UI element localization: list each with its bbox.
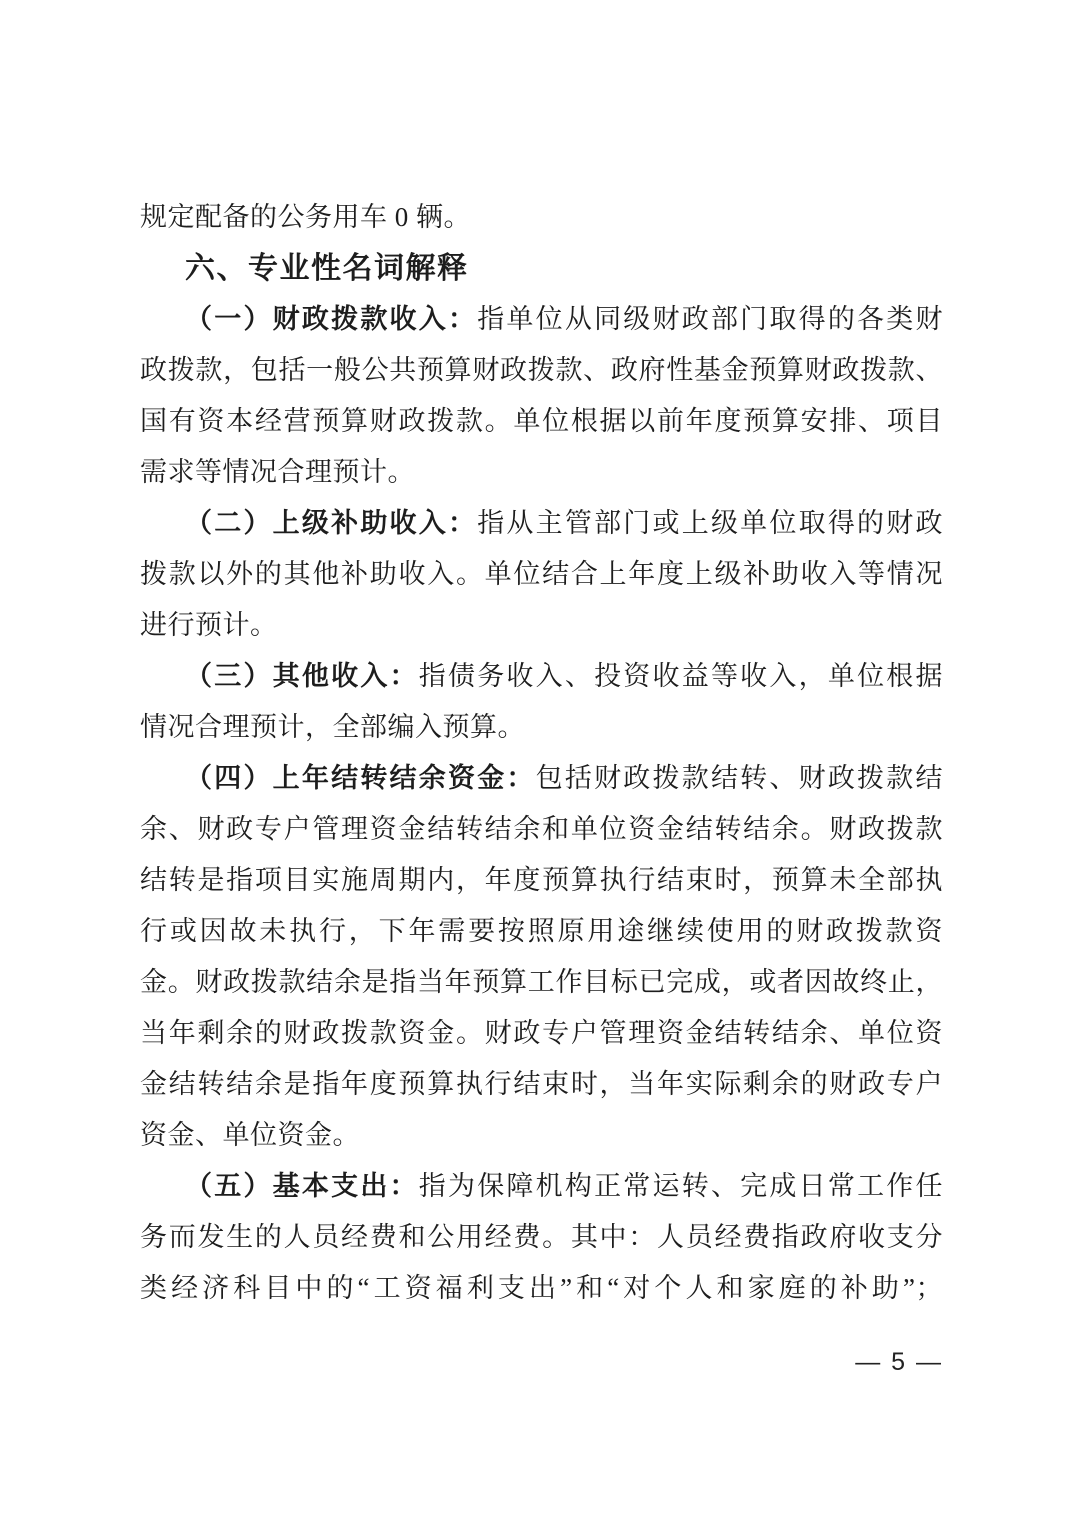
- definition-line: [140, 498, 943, 549]
- text-segment: 指为保障机构正常运转、完成日常工作任: [418, 1171, 944, 1201]
- text-segment: 进行预计。: [140, 610, 278, 640]
- text-segment: 当年剩余的财政拨款资金。财政专户管理资金结转结余、单位资: [140, 1018, 943, 1048]
- definition-line: [140, 957, 943, 1008]
- definition-line: [140, 753, 943, 804]
- document-body: [140, 192, 943, 1314]
- text-segment: 资金、单位资金。: [140, 1120, 360, 1150]
- text-segment: 指债务收入、投资收益等收入，单位根据: [418, 661, 944, 691]
- definition-line: [140, 600, 943, 651]
- definition-line: [140, 1161, 943, 1212]
- text-segment: 情况合理预计，全部编入预算。: [140, 712, 525, 742]
- definition-line: [140, 651, 943, 702]
- text-segment: 需求等情况合理预计。: [140, 457, 415, 487]
- definition-line: [140, 447, 943, 498]
- text-segment: 金。财政拨款结余是指当年预算工作目标已完成，或者因故终止，: [140, 967, 943, 997]
- text-segment: 拨款以外的其他补助收入。单位结合上年度上级补助收入等情况: [140, 559, 943, 589]
- text-segment: 规定配备的公务用车 0 辆。: [140, 202, 471, 232]
- text-segment: 类经济科目中的“工资福利支出”和“对个人和家庭的补助”；: [140, 1273, 943, 1303]
- term-label: （三）其他收入：: [185, 661, 419, 691]
- term-label: （五）基本支出：: [185, 1171, 419, 1201]
- definition-line: [140, 1212, 943, 1263]
- definition-line: [140, 1263, 943, 1314]
- text-segment: 金结转结余是指年度预算执行结束时，当年实际剩余的财政专户: [140, 1069, 943, 1099]
- page-number: — 5 —: [855, 1348, 943, 1376]
- text-segment: 包括财政拨款结转、财政拨款结: [535, 763, 944, 793]
- text-segment: 政拨款，包括一般公共预算财政拨款、政府性基金预算财政拨款、: [140, 355, 943, 385]
- definition-line: [140, 702, 943, 753]
- definition-line: [140, 1059, 943, 1110]
- term-label: 六、专业性名词解释: [185, 252, 469, 285]
- text-segment: 务而发生的人员经费和公用经费。其中：人员经费指政府收支分: [140, 1222, 943, 1252]
- definition-line: [140, 906, 943, 957]
- text-segment: 行或因故未执行，下年需要按照原用途继续使用的财政拨款资: [140, 916, 943, 946]
- definition-line: [140, 396, 943, 447]
- definition-line: [140, 294, 943, 345]
- term-label: （二）上级补助收入：: [185, 508, 478, 538]
- paragraph-continuation-line: [140, 192, 943, 243]
- definition-line: [140, 1110, 943, 1161]
- text-segment: 余、财政专户管理资金结转结余和单位资金结转结余。财政拨款: [140, 814, 943, 844]
- term-label: （一）财政拨款收入：: [185, 304, 478, 334]
- text-segment: 指单位从同级财政部门取得的各类财: [477, 304, 944, 334]
- text-segment: 结转是指项目实施周期内，年度预算执行结束时，预算未全部执: [140, 865, 943, 895]
- section-heading: [140, 243, 943, 294]
- definition-line: [140, 855, 943, 906]
- term-label: （四）上年结转结余资金：: [185, 763, 536, 793]
- text-segment: 指从主管部门或上级单位取得的财政: [477, 508, 944, 538]
- definition-line: [140, 549, 943, 600]
- definition-line: [140, 804, 943, 855]
- definition-line: [140, 1008, 943, 1059]
- definition-line: [140, 345, 943, 396]
- text-segment: 国有资本经营预算财政拨款。单位根据以前年度预算安排、项目: [140, 406, 943, 436]
